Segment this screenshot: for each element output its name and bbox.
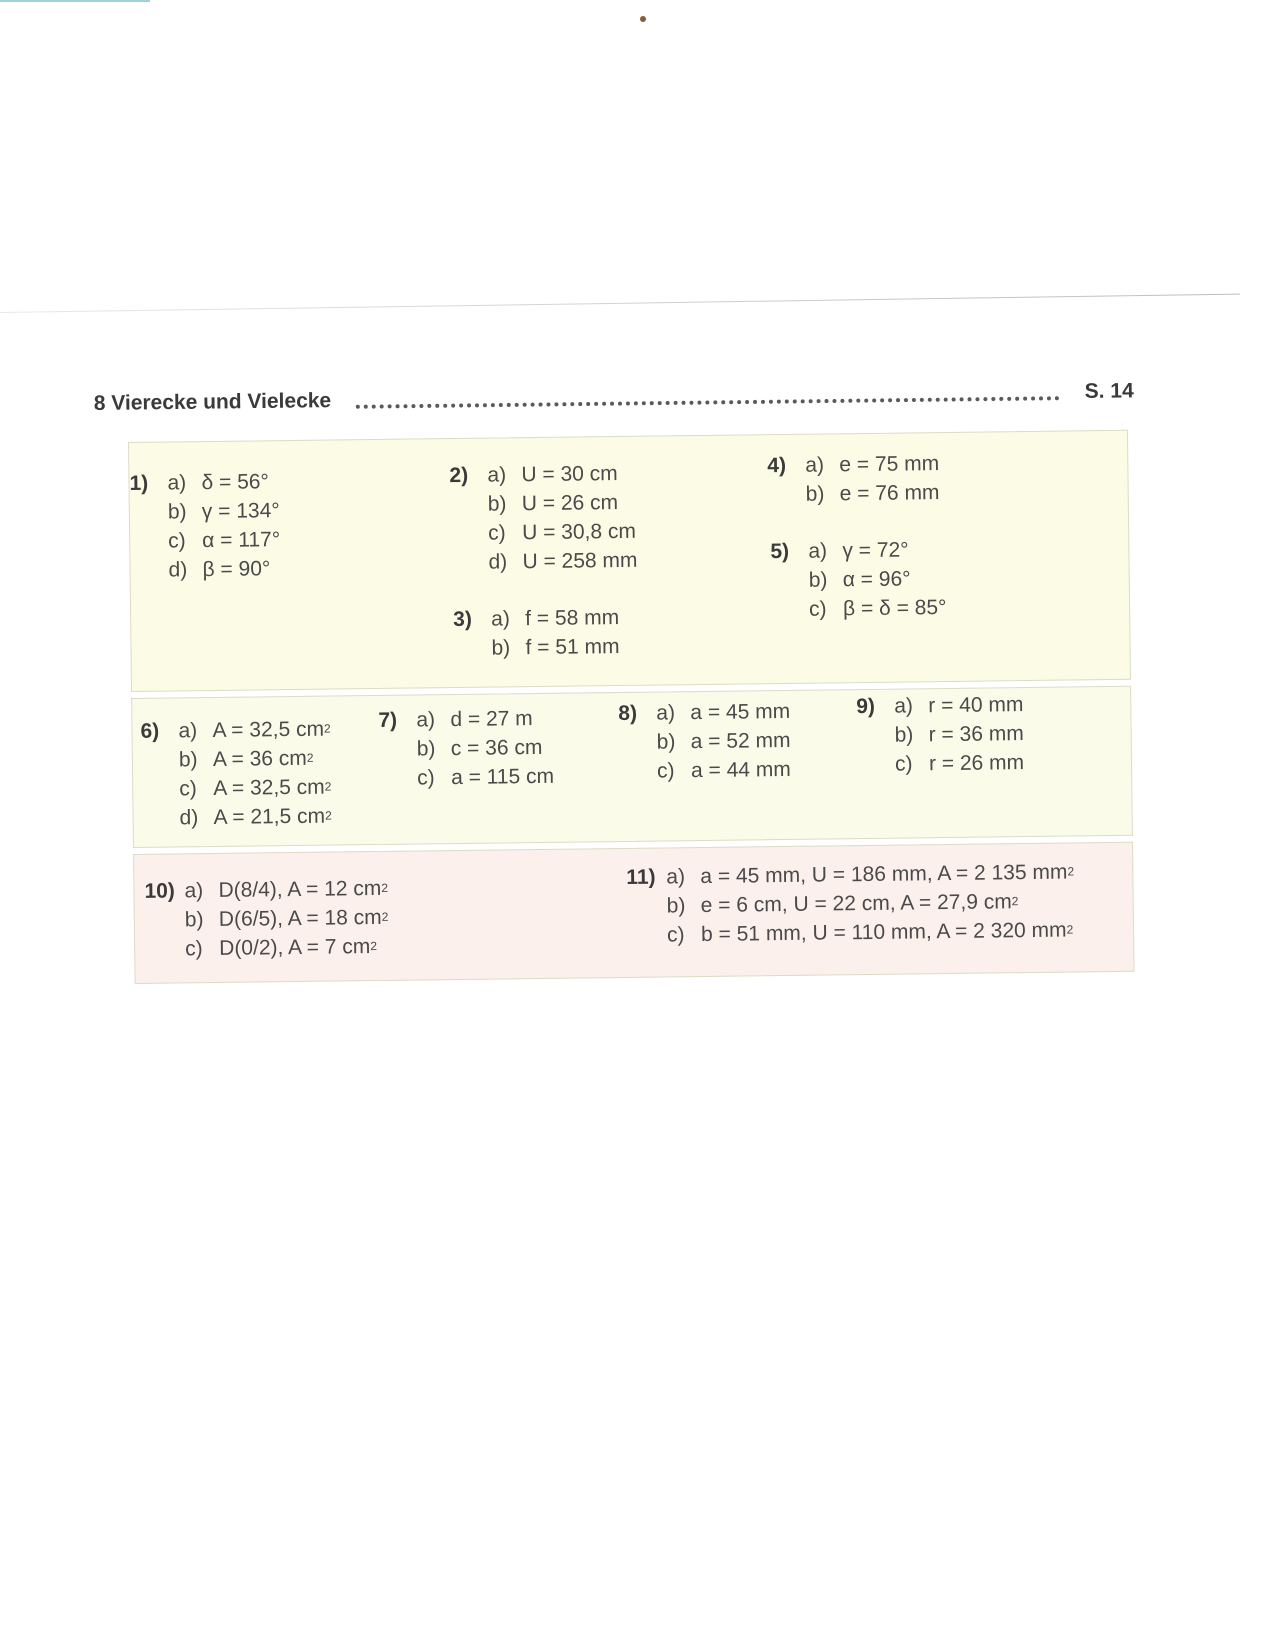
answer-text: A = 32,5 cm (212, 717, 325, 742)
answer-text: c = 36 cm (450, 735, 543, 761)
exercise-8 (618, 697, 791, 786)
answer-row (450, 546, 637, 577)
answer-text: r = 36 mm (928, 722, 1024, 747)
part-label: a) (184, 879, 204, 903)
answer-row (450, 488, 637, 519)
exponent: 2 (306, 750, 314, 765)
answer-text: d = 27 m (450, 707, 533, 732)
part-label: b) (666, 894, 686, 918)
exercise-4 (767, 449, 939, 509)
answer-text: a = 115 cm (450, 764, 555, 790)
answer-text: e = 75 mm (839, 452, 940, 477)
part-label: c) (179, 777, 197, 801)
answer-text: A = 32,5 cm (213, 775, 325, 800)
answer-row (770, 535, 946, 566)
answer-text: e = 76 mm (839, 481, 940, 506)
answer-text: r = 40 mm (928, 693, 1024, 718)
part-label: a) (666, 865, 686, 889)
exercise-number: 8) (618, 701, 638, 726)
answer-key (128, 430, 1135, 990)
answer-text: a = 52 mm (690, 728, 791, 754)
answer-row (145, 932, 389, 964)
part-label: a) (805, 453, 825, 477)
exercise-9 (856, 690, 1024, 779)
exercise-number: 2) (449, 463, 469, 488)
part-label: c) (168, 529, 186, 553)
answer-text: α = 96° (842, 567, 911, 592)
exercise-number: 11) (626, 865, 656, 889)
answer-panel-2 (131, 686, 1133, 848)
answer-row (141, 773, 332, 804)
answer-row (619, 726, 791, 757)
answer-text: D(0/2), A = 7 cm (219, 935, 371, 960)
part-label: b) (184, 908, 204, 932)
answer-text: a = 45 mm (690, 699, 791, 725)
part-label: c) (487, 521, 506, 545)
answer-row (768, 478, 940, 509)
answer-text: γ = 134° (201, 499, 280, 524)
answer-panel-1 (128, 430, 1131, 692)
answer-row (144, 874, 388, 906)
answer-row (379, 762, 554, 793)
answer-row (130, 554, 280, 585)
part-label: b) (808, 568, 828, 592)
answer-row (771, 564, 947, 595)
exercise-number: 9) (856, 694, 876, 719)
answer-row (129, 467, 279, 498)
chapter-title: 8 Vierecke und Vielecke (93, 389, 332, 416)
answer-text: a = 45 mm, U = 186 mm, A = 2 135 mm (700, 860, 1068, 889)
answer-row (767, 449, 939, 480)
answer-row (856, 719, 1023, 750)
exercise-5 (770, 535, 946, 624)
part-label: a) (491, 607, 511, 631)
exercise-3 (453, 603, 620, 663)
answer-row (627, 915, 1075, 949)
answer-row (130, 496, 280, 527)
answer-text: U = 30 cm (521, 462, 618, 487)
answer-text: b = 51 mm, U = 110 mm, A = 2 320 mm (700, 918, 1067, 947)
answer-text: e = 6 cm, U = 22 cm, A = 27,9 cm (700, 890, 1012, 918)
answer-row (771, 593, 947, 624)
answer-row (378, 704, 553, 735)
exponent: 2 (1067, 864, 1075, 879)
part-label: a) (656, 701, 676, 725)
answer-row (140, 715, 331, 746)
exercise-10 (144, 874, 389, 964)
part-label: a) (416, 708, 436, 732)
part-label: b) (656, 730, 676, 754)
exponent: 2 (370, 938, 378, 954)
part-label: b) (894, 723, 914, 747)
answer-row (619, 755, 791, 786)
page-fold-line (0, 294, 1240, 313)
exponent: 2 (324, 808, 332, 823)
exercise-6 (140, 715, 332, 833)
exponent: 2 (323, 721, 331, 736)
answer-row (453, 632, 619, 663)
answer-row (856, 690, 1023, 721)
answer-row (130, 525, 280, 556)
exponent: 2 (1011, 894, 1019, 909)
answer-text: D(6/5), A = 18 cm (218, 905, 382, 931)
answer-text: δ = 56° (201, 470, 270, 495)
part-label: c) (656, 759, 675, 783)
answer-row (857, 748, 1024, 779)
answer-text: U = 30,8 cm (521, 519, 637, 545)
part-label: a) (808, 539, 828, 563)
part-label: d) (179, 806, 199, 830)
answer-row (379, 733, 554, 764)
part-label: c) (666, 923, 685, 947)
exercise-number: 10) (144, 879, 175, 903)
answer-text: γ = 72° (842, 538, 909, 563)
section-heading (94, 369, 1134, 422)
answer-row (141, 744, 332, 775)
answer-text: α = 117° (202, 528, 281, 553)
part-label: b) (167, 500, 187, 524)
scan-edge-mark (0, 0, 150, 2)
part-label: a) (894, 694, 914, 718)
answer-text: U = 258 mm (522, 548, 638, 574)
exercise-11 (626, 857, 1075, 949)
part-label: b) (178, 748, 198, 772)
exercise-number: 5) (770, 539, 790, 564)
part-label: b) (416, 737, 436, 761)
exponent: 2 (324, 779, 332, 794)
answer-text: f = 51 mm (525, 635, 620, 660)
part-label: d) (168, 558, 188, 582)
answer-row (145, 903, 389, 935)
exercise-number: 3) (453, 607, 473, 632)
answer-row (141, 802, 332, 833)
answer-text: β = δ = 85° (842, 596, 947, 621)
part-label: b) (805, 482, 825, 506)
leader-dots (356, 396, 1060, 409)
answer-text: D(8/4), A = 12 cm (218, 876, 382, 902)
answer-row (453, 603, 619, 634)
answer-text: A = 36 cm (212, 746, 307, 771)
part-label: d) (488, 550, 508, 574)
exponent: 2 (381, 880, 389, 895)
page-reference: S. 14 (1084, 379, 1134, 403)
exercise-number: 4) (767, 453, 787, 478)
answer-row (450, 517, 637, 548)
exercise-number: 6) (140, 719, 160, 743)
part-label: c) (808, 597, 827, 621)
exponent: 2 (381, 909, 389, 924)
exercise-7 (378, 704, 554, 793)
answer-text: f = 58 mm (525, 606, 620, 631)
exercise-number: 7) (378, 708, 398, 732)
answer-text: A = 21,5 cm (213, 804, 326, 829)
answer-row (618, 697, 790, 728)
paper-speck (640, 16, 646, 22)
part-label: b) (491, 636, 511, 660)
part-label: c) (416, 766, 435, 790)
answer-text: r = 26 mm (928, 751, 1025, 776)
part-label: a) (487, 463, 507, 487)
answer-text: U = 26 cm (521, 491, 619, 516)
answer-panel-3 (133, 842, 1135, 984)
part-label: b) (487, 492, 507, 516)
part-label: a) (167, 471, 187, 495)
exponent: 2 (1066, 922, 1074, 937)
exercise-number: 1) (129, 471, 149, 495)
part-label: c) (894, 752, 913, 776)
exercise-2 (449, 459, 637, 577)
part-label: a) (178, 719, 198, 743)
exercise-1 (129, 467, 280, 585)
answer-text: a = 44 mm (690, 757, 791, 783)
answer-text: β = 90° (202, 557, 271, 582)
part-label: c) (185, 937, 203, 961)
answer-row (449, 459, 636, 490)
